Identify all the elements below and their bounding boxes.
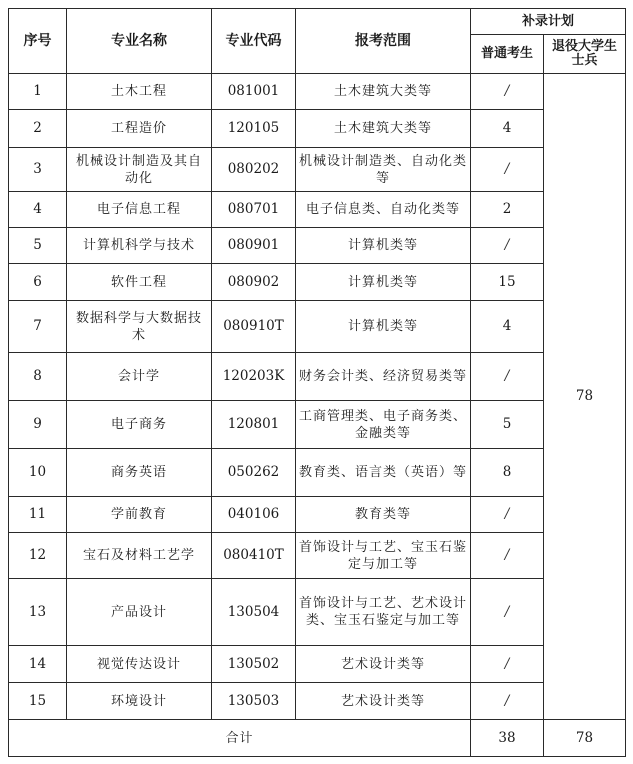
row-major-name: 计算机科学与技术	[67, 228, 212, 264]
row-index: 8	[9, 353, 67, 401]
total-general: 38	[471, 720, 544, 757]
row-general: /	[471, 683, 544, 720]
row-major-code: 130502	[212, 646, 296, 683]
header-row-top	[9, 9, 626, 35]
row-major-name: 商务英语	[67, 449, 212, 497]
veteran-merged-cell: 78	[544, 74, 626, 720]
row-major-code: 120801	[212, 401, 296, 449]
row-index: 14	[9, 646, 67, 683]
row-general: /	[471, 148, 544, 192]
row-major-name: 学前教育	[67, 497, 212, 533]
row-general: 8	[471, 449, 544, 497]
row-index: 9	[9, 401, 67, 449]
row-general: /	[471, 646, 544, 683]
row-major-code: 120203K	[212, 353, 296, 401]
row-scope: 首饰设计与工艺、艺术设计类、宝玉石鉴定与加工等	[296, 579, 471, 646]
table-row	[9, 264, 626, 301]
row-major-name: 视觉传达设计	[67, 646, 212, 683]
row-major-code: 040106	[212, 497, 296, 533]
row-scope: 财务会计类、经济贸易类等	[296, 353, 471, 401]
row-general: 15	[471, 264, 544, 301]
row-general: /	[471, 533, 544, 579]
row-general: /	[471, 74, 544, 110]
row-index: 13	[9, 579, 67, 646]
table-row	[9, 301, 626, 353]
row-major-code: 080902	[212, 264, 296, 301]
total-label: 合计	[9, 720, 471, 757]
row-scope: 土木建筑大类等	[296, 110, 471, 148]
table-row	[9, 401, 626, 449]
row-major-name: 产品设计	[67, 579, 212, 646]
total-veteran: 78	[544, 720, 626, 757]
row-major-name: 宝石及材料工艺学	[67, 533, 212, 579]
table-row	[9, 449, 626, 497]
row-general: /	[471, 579, 544, 646]
row-major-name: 软件工程	[67, 264, 212, 301]
row-scope: 艺术设计类等	[296, 683, 471, 720]
header-veteran: 退役大学生士兵	[544, 35, 626, 74]
row-index: 5	[9, 228, 67, 264]
row-scope: 计算机类等	[296, 228, 471, 264]
row-scope: 电子信息类、自动化类等	[296, 192, 471, 228]
row-general: /	[471, 497, 544, 533]
row-major-code: 130504	[212, 579, 296, 646]
table-row	[9, 579, 626, 646]
row-major-name: 工程造价	[67, 110, 212, 148]
header-general: 普通考生	[471, 35, 544, 74]
total-row	[9, 720, 626, 757]
row-general: 4	[471, 301, 544, 353]
row-major-name: 机械设计制造及其自动化	[67, 148, 212, 192]
row-major-code: 080701	[212, 192, 296, 228]
row-major-name: 电子信息工程	[67, 192, 212, 228]
row-index: 11	[9, 497, 67, 533]
row-major-code: 081001	[212, 74, 296, 110]
row-index: 3	[9, 148, 67, 192]
row-major-code: 080901	[212, 228, 296, 264]
row-index: 2	[9, 110, 67, 148]
table-row	[9, 646, 626, 683]
row-major-code: 080202	[212, 148, 296, 192]
row-major-code: 080910T	[212, 301, 296, 353]
table-row	[9, 497, 626, 533]
row-index: 10	[9, 449, 67, 497]
row-general: 4	[471, 110, 544, 148]
header-major-code: 专业代码	[212, 9, 296, 74]
row-general: 2	[471, 192, 544, 228]
row-scope: 教育类等	[296, 497, 471, 533]
row-major-code: 080410T	[212, 533, 296, 579]
row-major-code: 120105	[212, 110, 296, 148]
table-row	[9, 192, 626, 228]
row-scope: 艺术设计类等	[296, 646, 471, 683]
table-row	[9, 228, 626, 264]
row-index: 15	[9, 683, 67, 720]
header-major-name: 专业名称	[67, 9, 212, 74]
row-major-name: 土木工程	[67, 74, 212, 110]
row-general: /	[471, 228, 544, 264]
table-row	[9, 148, 626, 192]
row-major-name: 环境设计	[67, 683, 212, 720]
supplementary-admission-table	[8, 8, 626, 757]
table-row	[9, 74, 626, 110]
row-index: 1	[9, 74, 67, 110]
row-major-code: 050262	[212, 449, 296, 497]
table-row	[9, 683, 626, 720]
row-scope: 土木建筑大类等	[296, 74, 471, 110]
row-index: 12	[9, 533, 67, 579]
row-scope: 工商管理类、电子商务类、金融类等	[296, 401, 471, 449]
table-row	[9, 533, 626, 579]
row-scope: 计算机类等	[296, 301, 471, 353]
row-major-name: 电子商务	[67, 401, 212, 449]
header-index: 序号	[9, 9, 67, 74]
row-scope: 计算机类等	[296, 264, 471, 301]
row-major-code: 130503	[212, 683, 296, 720]
row-scope: 机械设计制造类、自动化类等	[296, 148, 471, 192]
row-general: /	[471, 353, 544, 401]
header-plan: 补录计划	[471, 9, 626, 35]
row-major-name: 数据科学与大数据技术	[67, 301, 212, 353]
table-body	[9, 74, 626, 720]
row-major-name: 会计学	[67, 353, 212, 401]
row-general: 5	[471, 401, 544, 449]
row-index: 4	[9, 192, 67, 228]
row-scope: 首饰设计与工艺、宝玉石鉴定与加工等	[296, 533, 471, 579]
row-index: 7	[9, 301, 67, 353]
row-scope: 教育类、语言类（英语）等	[296, 449, 471, 497]
table-row	[9, 353, 626, 401]
table-row	[9, 110, 626, 148]
header-scope: 报考范围	[296, 9, 471, 74]
row-index: 6	[9, 264, 67, 301]
